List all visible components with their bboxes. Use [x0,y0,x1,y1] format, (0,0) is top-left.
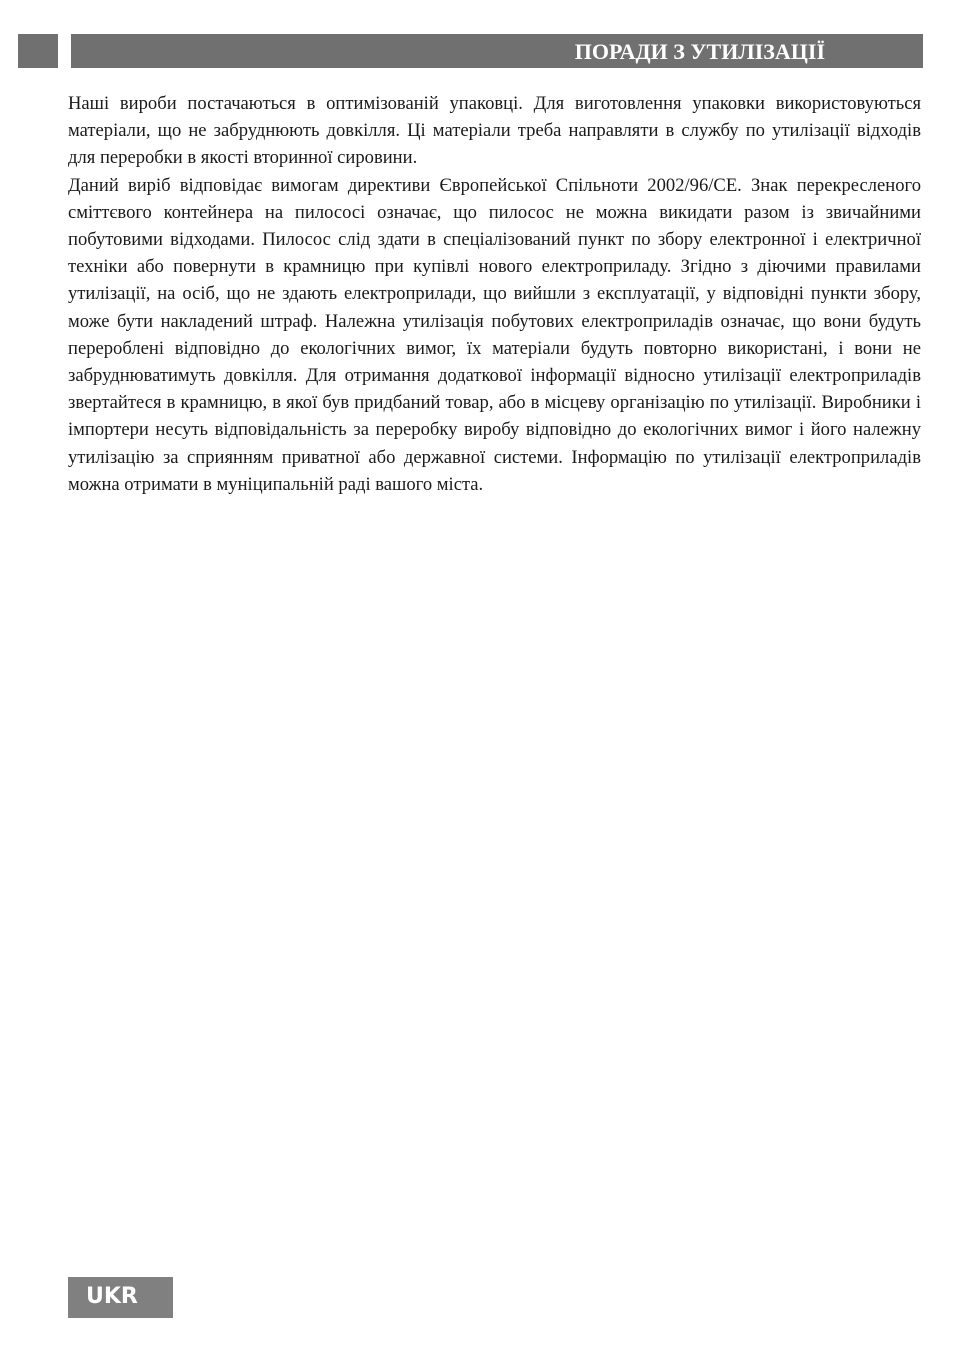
language-badge [68,1277,173,1318]
paragraph-disposal-directive: Даний виріб відповідає вимогам директиви Європейської Спільноти 2002/96/CE. Знак перекресленого сміттєвого контейнера на пилососі означає, що пилосос не можна викидати разом із звичайними побутовими відходами. Пилосос слід здати в спеціалізований пункт по збору електронної і електричної техніки або повернути в крамницю при купівлі нового електроприладу. Згідно з діючими правилами утилізації, на осіб, що не здають електроприлади, що вийшли з експлуатації, у відповідні пункти збору, може бути накладений штраф. Належна утилізація побутових електроприладів означає, що вони будуть перероблені відповідно до екологічних вимог, їх матеріали будуть повторно використані, і вони не забруднюватимуть довкілля. Для отримання додаткової інформації відносно утилізації електроприладів звертайтеся в крамницю, в якої був придбаний товар, або в місцеву організацію по утилізації. Виробники і імпортери несуть відповідальність за переробку виробу відповідно до екологічних вимог і його належну утилізацію за сприянням приватної або державної системи. Інформацію по утилізації електроприладів можна отримати в муніципальній раді вашого міста. [68,174,921,495]
section-title: ПОРАДИ З УТИЛІЗАЦІЇ [574,39,825,64]
document-body [68,90,921,498]
language-code-label: UKR [86,1284,138,1309]
section-header-bar [71,34,923,68]
paragraph-packaging: Наші вироби постачаються в оптимізованій упаковці. Для виготовлення упаковки використовуються матеріали, що не забруднюють довкілля. Ці матеріали треба направляти в службу по утилізації відходів для переробки в якості вторинної сировини. [68,93,921,169]
header-accent-square [18,34,58,68]
